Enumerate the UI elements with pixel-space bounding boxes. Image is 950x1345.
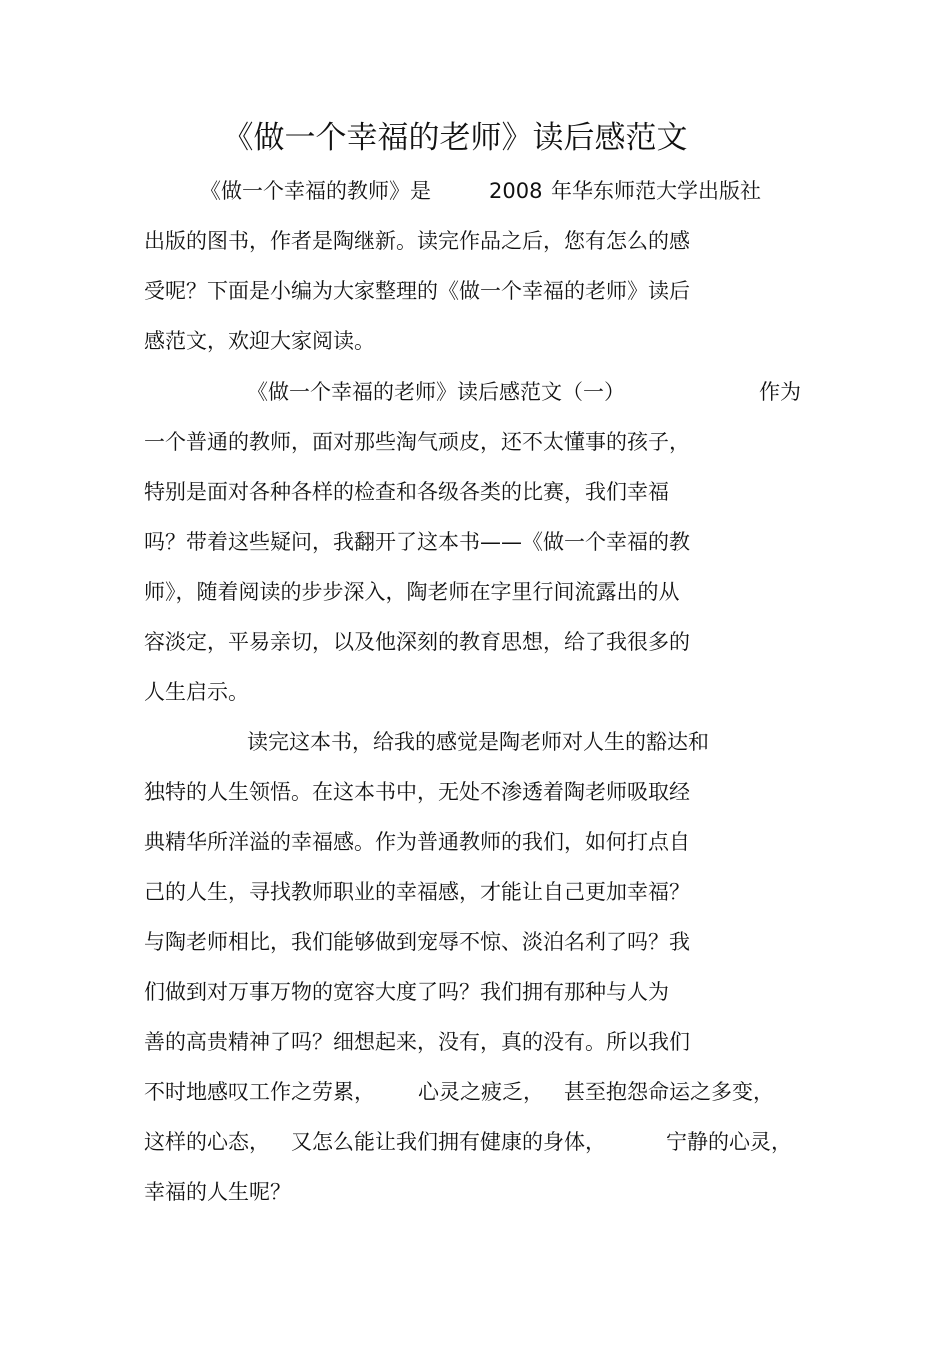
intro-line-1c: 年华东师范大学出版社 — [551, 179, 761, 203]
section1-line: 容淡定，平易亲切，以及他深刻的教育思想，给了我很多的 — [144, 630, 690, 654]
section2-line-8c: 甚至抱怨命运之多变， — [564, 1080, 774, 1104]
section1-line: 人生启示。 — [144, 680, 249, 704]
section2-line: 己的人生，寻找教师职业的幸福感，才能让自己更加幸福？ — [144, 880, 690, 904]
section2-line: 读完这本书，给我的感觉是陶老师对人生的豁达和 — [247, 730, 709, 754]
section1-line: 一个普通的教师，面对那些淘气顽皮，还不太懂事的孩子， — [144, 430, 690, 454]
intro-line-3: 受呢？下面是小编为大家整理的《做一个幸福的老师》读后 — [144, 279, 690, 303]
intro-line-4: 感范文，欢迎大家阅读。 — [144, 329, 375, 353]
intro-line-1b: 2008 — [489, 179, 543, 203]
section2-line-8b: 心灵之疲乏， — [418, 1080, 544, 1104]
section2-line: 善的高贵精神了吗？细想起来，没有，真的没有。所以我们 — [144, 1030, 690, 1054]
document-title: 《做一个幸福的老师》读后感范文 — [222, 120, 688, 156]
section2-line: 们做到对万事万物的宽容大度了吗？我们拥有那种与人为 — [144, 980, 669, 1004]
section1-line: 师》，随着阅读的步步深入，陶老师在字里行间流露出的从 — [144, 580, 680, 604]
section2-line-9a: 这样的心态， — [144, 1130, 270, 1154]
intro-line-1a: 《做一个幸福的教师》是 — [200, 179, 431, 203]
section2-line: 典精华所洋溢的幸福感。作为普通教师的我们，如何打点自 — [144, 830, 690, 854]
intro-line-2: 出版的图书，作者是陶继新。读完作品之后，您有怎么的感 — [144, 229, 690, 253]
section2-line-9c: 宁静的心灵， — [666, 1130, 792, 1154]
section1-line: 特别是面对各种各样的检查和各级各类的比赛，我们幸福 — [144, 480, 669, 504]
section2-line-9b: 又怎么能让我们拥有健康的身体， — [291, 1130, 606, 1154]
section1-heading-tail: 作为 — [759, 380, 801, 404]
section1-heading: 《做一个幸福的老师》读后感范文（一） — [247, 380, 625, 404]
section1-line: 吗？带着这些疑问，我翻开了这本书——《做一个幸福的教 — [144, 530, 690, 554]
section2-line: 独特的人生领悟。在这本书中，无处不渗透着陶老师吸取经 — [144, 780, 690, 804]
section2-line-8a: 不时地感叹工作之劳累， — [144, 1080, 375, 1104]
section2-line-10: 幸福的人生呢？ — [144, 1180, 291, 1204]
section2-line: 与陶老师相比，我们能够做到宠辱不惊、淡泊名利了吗？我 — [144, 930, 690, 954]
